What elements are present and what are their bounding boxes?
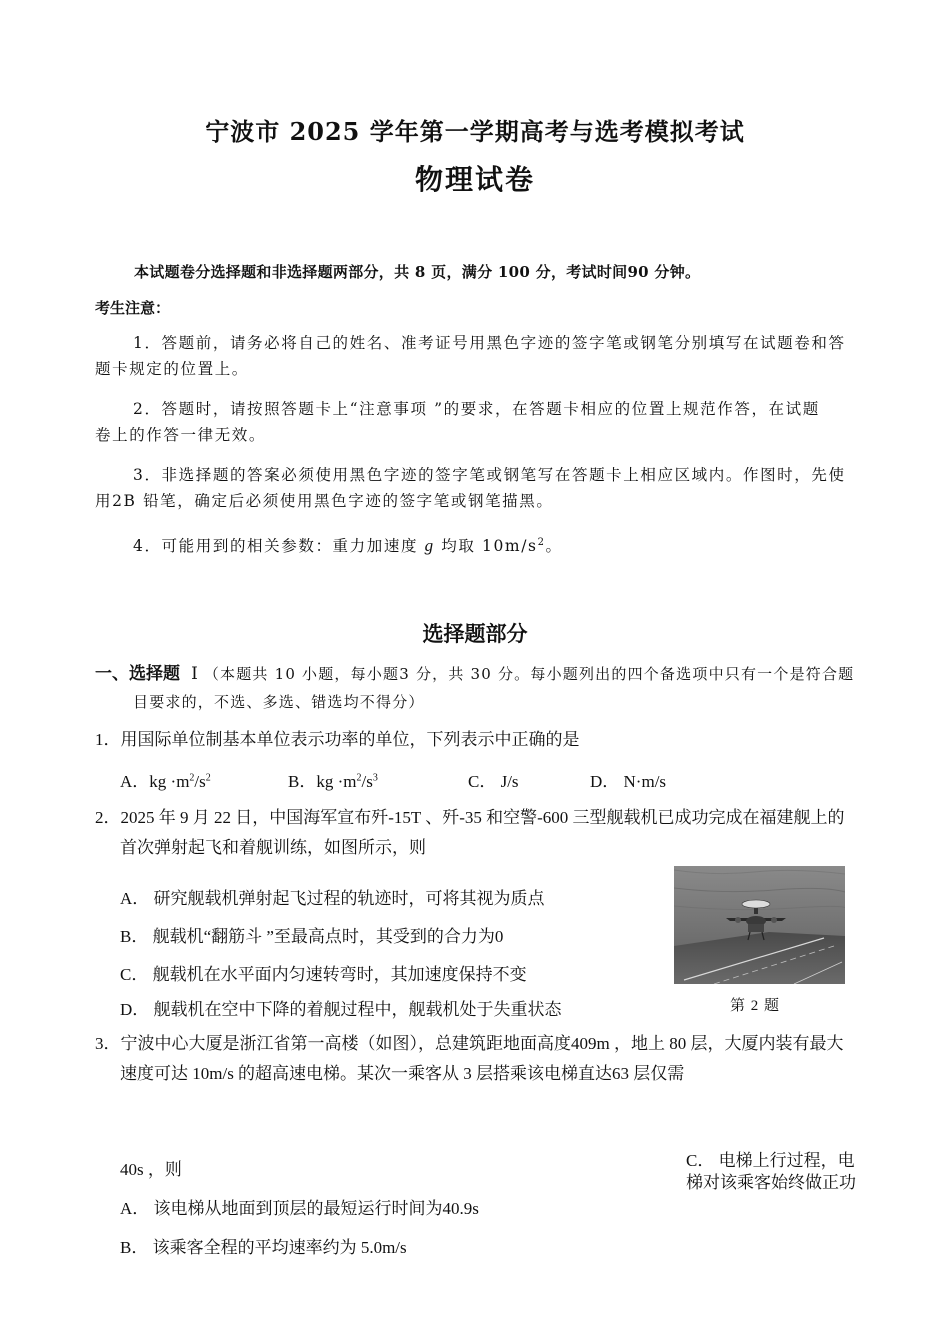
part1-roman: Ⅰ — [191, 664, 198, 684]
part1-description: （本题共 10 小题，每小题3 分，共 30 分。每小题列出的四个备选项中只有一个是符合题目要求的，不选、多选、错选均不得分） — [133, 665, 855, 711]
q2-option-a: A． 研究舰载机弹射起飞过程的轨迹时，可将其视为质点 — [120, 889, 545, 908]
carrier-aircraft-photo — [674, 866, 845, 984]
q1-option-b-base: B．kg ·m — [288, 772, 357, 791]
q1-option-a-exp1: 2 — [189, 772, 195, 784]
notice-item-4-exponent: 2 — [537, 537, 546, 548]
q2-figure-caption: 第 2 题 — [730, 998, 781, 1014]
notice-item-1: 1．答题前，请务必将自己的姓名、准考证号用黑色字迹的签字笔或钢笔分别填写在试题卷和答题卡规定的位置上。 — [95, 334, 846, 378]
q3-option-c: C． 电梯上行过程，电梯对该乘客始终做正功 — [686, 1151, 856, 1192]
q1-option-b-exp1: 2 — [356, 772, 362, 784]
notice-item-4-prefix: 4．可能用到的相关参数：重力加速度 — [133, 537, 419, 556]
notice-item-2: 2．答题时，请按照答题卡上“注意事项 ”的要求，在答题卡相应的位置上规范作答，在试题卷上的作答一律无效。 — [95, 400, 820, 444]
q3-stem-continued: 40s ，则 — [120, 1160, 182, 1179]
section-title: 选择题部分 — [422, 621, 528, 646]
exam-intro: 本试题卷分选择题和非选择题两部分，共 8 页，满分 100 分，考试时间90 分钟。 — [134, 263, 701, 281]
q2-option-b: B． 舰载机“翻筋斗 ”至最高点时，其受到的合力为0 — [120, 927, 504, 946]
notice-heading: 考生注意： — [95, 299, 171, 317]
q1-option-a-exp2: 2 — [205, 772, 211, 784]
part1-label: 一、选择题 — [95, 664, 180, 684]
q3-option-a: A． 该电梯从地面到顶层的最短运行时间为40.9s — [120, 1199, 479, 1218]
notice-item-3: 3．非选择题的答案必须使用黑色字迹的签字笔或钢笔写在答题卡上相应区域内。作图时，先使用2B 铅笔，确定后必须使用黑色字迹的签字笔或钢笔描黑。 — [95, 466, 846, 510]
q1-option-c: C． J/s — [468, 772, 519, 791]
exam-subject-title: 物理试卷 — [414, 163, 535, 196]
q1-option-b-exp2: 3 — [372, 772, 378, 784]
q2-option-d: D． 舰载机在空中下降的着舰过程中，舰载机处于失重状态 — [120, 1000, 562, 1019]
q3-stem: 3．宁波中心大厦是浙江省第一高楼（如图），总建筑距地面高度409m ，地上 80 层，大厦内装有最大速度可达 10m/s 的超高速电梯。某次一乘客从 3 层搭乘该电梯直达63 层仅需 — [95, 1034, 844, 1083]
q1-option-a-mid: /s — [194, 772, 206, 791]
notice-item-4 — [133, 530, 563, 559]
q1-option-a — [120, 767, 211, 792]
exam-title: 宁波市 2025 学年第一学期高考与选考模拟考试 — [205, 117, 745, 146]
q1-option-b-mid: /s — [361, 772, 373, 791]
gravity-symbol: g — [424, 536, 435, 556]
notice-item-4-value: 均取 10m/s — [441, 537, 538, 556]
q2-option-c: C． 舰载机在水平面内匀速转弯时，其加速度保持不变 — [120, 965, 527, 984]
q2-stem: 2．2025 年 9 月 22 日，中国海军宣布歼-15T 、歼-35 和空警-600 三型舰载机已成功完成在福建舰上的首次弹射起飞和着舰训练，如图所示，则 — [95, 808, 845, 857]
q1-option-b — [288, 767, 378, 792]
q1-option-a-base: A．kg ·m — [120, 772, 190, 791]
notice-item-4-suffix: 。 — [545, 537, 563, 556]
q1-option-d: D． N·m/s — [590, 772, 667, 791]
q3-option-b: B． 该乘客全程的平均速率约为 5.0m/s — [120, 1238, 407, 1257]
part1-header — [95, 660, 855, 716]
q1-stem: 1．用国际单位制基本单位表示功率的单位，下列表示中正确的是 — [95, 730, 580, 749]
